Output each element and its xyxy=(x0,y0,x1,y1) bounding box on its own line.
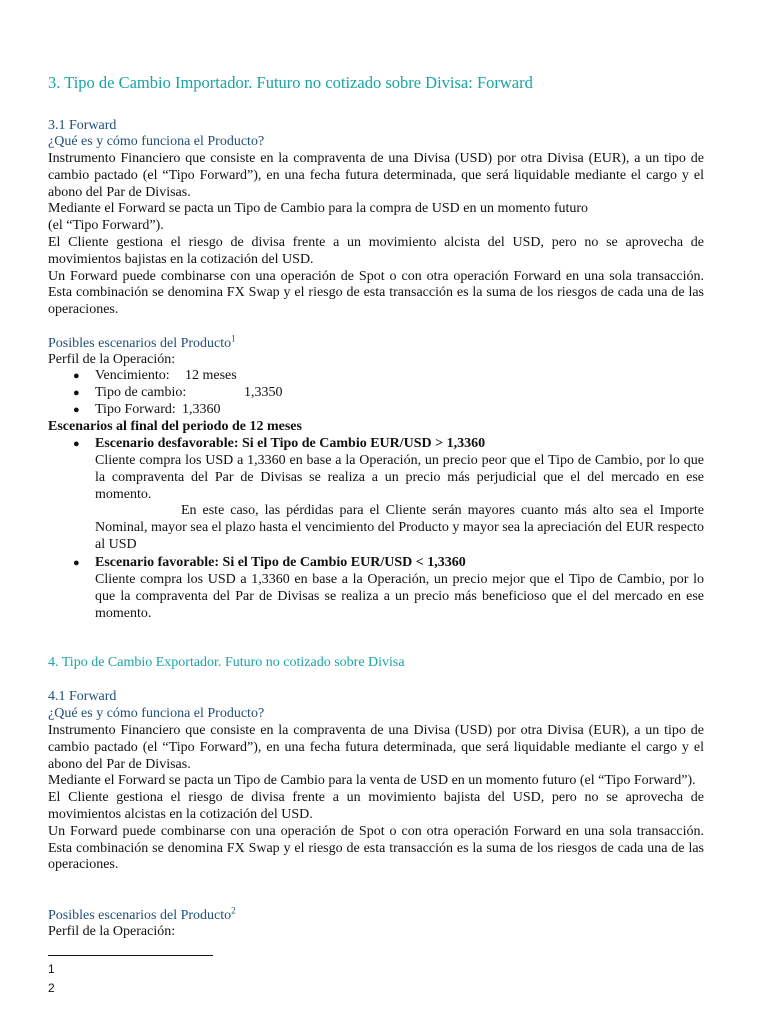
section-3-scenarios-heading: Posibles escenarios del Producto$^1$ xyxy=(48,333,236,351)
footnote-ref-2: 2 xyxy=(231,905,236,916)
favorable-scenario-title: Escenario favorable: Si el Tipo de Cambio EUR/USD < 1,3360 xyxy=(95,555,466,570)
section-3-heading: 3. Tipo de Cambio Importador. Futuro no cotizado sobre Divisa: Forward xyxy=(48,73,533,92)
section-3-1-heading: 3.1 Forward xyxy=(48,118,117,133)
bullet-icon: ● xyxy=(73,387,80,399)
section-4-heading: 4. Tipo de Cambio Exportador. Futuro no cotizado sobre Divisa xyxy=(48,655,405,670)
profile-item-value: 1,3360 xyxy=(182,402,221,417)
footnote-ref-1: 1 xyxy=(231,333,236,344)
unfavorable-scenario-title: Escenario desfavorable: Si el Tipo de Cambio EUR/USD > 1,3360 xyxy=(95,436,486,451)
section-4-1-heading: 4.1 Forward xyxy=(48,689,117,704)
section-4-scenarios-heading: Posibles escenarios del Producto$^2$ xyxy=(48,905,236,923)
footnote-2: 2 xyxy=(48,981,55,995)
unfavorable-scenario-text-2: En este caso, las pérdidas para el Cliente serán mayores cuanto más alto sea el Importe Nominal, mayor sea el plazo hasta el vencimiento del Producto y mayor sea la apreciación del EUR respecto al USD xyxy=(95,503,704,552)
section-4-paragraph: Instrumento Financiero que consiste en la compraventa de una Divisa (USD) por otra Divisa (EUR), a un tipo de cambio pactado (el “Tipo Forward”), en una fecha futura determinada, que será liquidable mediante el cargo y el abono del Par de Divisas. Mediante el Forward se pacta un Tipo de Cambio para la venta de USD en un momento futuro (el “Tipo Forward”). El Cliente gestiona el riesgo de divisa frente a un movimiento bajista del USD, pero no se aprovecha de movimientos alcistas en la cotización del USD. Un Forward puede combinarse con una operación de Spot o con otra operación Forward en una sola transacción. Esta combinación se denomina FX Swap y el riesgo de esta transacción es la suma de los riesgos de cada una de las operaciones. xyxy=(48,723,704,873)
section-3-profile-label: Perfil de la Operación: xyxy=(48,352,176,367)
footnote-divider xyxy=(48,955,213,956)
section-3-paragraph: Instrumento Financiero que consiste en la compraventa de una Divisa (USD) por otra Divisa (EUR), a un tipo de cambio pactado (el “Tipo Forward”), en una fecha futura determinada, que será liquidable mediante el cargo y el abono del Par de Divisas. Mediante el Forward se pacta un Tipo de Cambio para la compra de USD en un momento futuro (el “Tipo Forward”). El Cliente gestiona el riesgo de divisa frente a un movimiento alcista del USD, pero no se aprovecha de movimientos bajistas en la cotización del USD. Un Forward puede combinarse con una operación de Spot o con otra operación Forward en una sola transacción. Esta combinación se denomina FX Swap y el riesgo de esta transacción es la suma de los riesgos de cada una de las operaciones. xyxy=(48,151,704,318)
profile-item-label: Vencimiento: xyxy=(95,368,170,383)
unfavorable-scenario-text: Cliente compra los USD a 1,3360 en base a la Operación, un precio peor que el Tipo de Cambio, por lo que la compraventa del Par de Divisas se realiza a un precio más perjudicial que el del mercado en ese momento. xyxy=(95,453,704,502)
profile-item-value: 1,3350 xyxy=(244,385,283,400)
bullet-icon: ● xyxy=(73,404,80,416)
scenarios-title: Escenarios al final del periodo de 12 meses xyxy=(48,419,302,434)
bullet-icon: ● xyxy=(73,557,80,569)
bullet-icon: ● xyxy=(73,438,80,450)
footnote-1: 1 xyxy=(48,962,55,976)
bullet-icon: ● xyxy=(73,370,80,382)
profile-item-label: Tipo de cambio: xyxy=(95,385,187,400)
profile-item-label: Tipo Forward: xyxy=(95,402,176,417)
section-4-question: ¿Qué es y cómo funciona el Producto? xyxy=(48,706,265,721)
profile-item-value: 12 meses xyxy=(185,368,237,383)
section-3-question: ¿Qué es y cómo funciona el Producto? xyxy=(48,134,265,149)
favorable-scenario-text: Cliente compra los USD a 1,3360 en base a la Operación, un precio mejor que el Tipo de Cambio, por lo que la compraventa del Par de Divisas se realiza a un precio más beneficioso que el del mercado en ese momento. xyxy=(95,572,704,621)
section-4-profile-label: Perfil de la Operación: xyxy=(48,924,176,939)
